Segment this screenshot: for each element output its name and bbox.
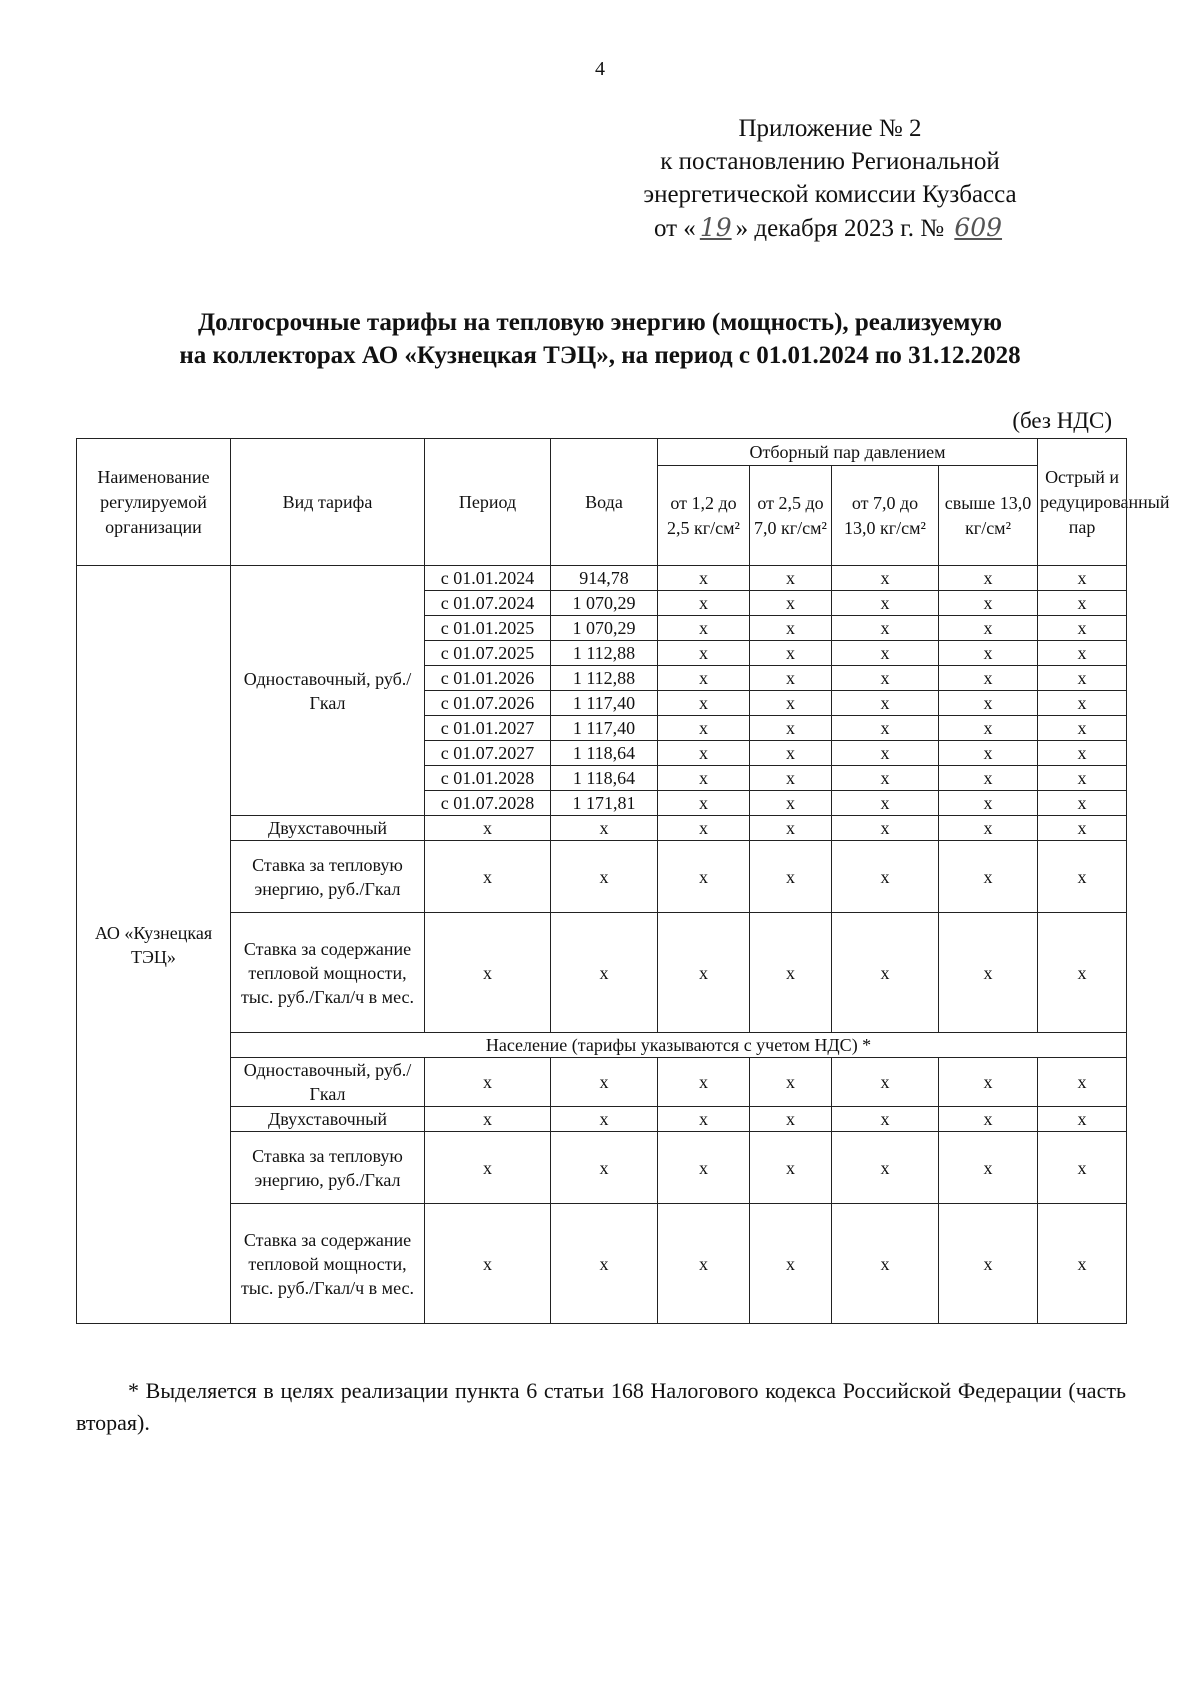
mark-cell: x [750, 1132, 832, 1204]
appendix-block [560, 112, 1100, 245]
mark-cell: x [832, 1204, 939, 1324]
mark-cell: x [939, 1204, 1038, 1324]
mark-cell: x [832, 1107, 939, 1132]
mark-cell: x [551, 1204, 658, 1324]
mark-cell: x [658, 1132, 750, 1204]
mark-cell: x [1038, 816, 1127, 841]
mark-cell: x [425, 1107, 551, 1132]
mark-cell: x [939, 766, 1038, 791]
mark-cell: x [425, 1204, 551, 1324]
mark-cell: x [658, 691, 750, 716]
mark-cell: x [425, 913, 551, 1033]
mark-cell: x [658, 566, 750, 591]
mark-cell: x [1038, 641, 1127, 666]
mark-cell: x [832, 913, 939, 1033]
mark-cell: x [551, 913, 658, 1033]
water-cell: 1 112,88 [551, 641, 658, 666]
mark-cell: x [832, 641, 939, 666]
period-cell: с 01.01.2024 [425, 566, 551, 591]
period-cell: с 01.07.2024 [425, 591, 551, 616]
capacity-rate-cell: Ставка за содержание тепловой мощности, тыс. руб./Гкал/ч в мес. [231, 1204, 425, 1324]
header-pressure-3: от 7,0 до 13,0 кг/см² [832, 466, 939, 566]
mark-cell: x [1038, 1204, 1127, 1324]
appendix-line-2: к постановлению Региональной [660, 148, 1000, 175]
mark-cell: x [750, 641, 832, 666]
period-cell: с 01.01.2025 [425, 616, 551, 641]
mark-cell: x [939, 913, 1038, 1033]
mark-cell: x [551, 1132, 658, 1204]
mark-cell: x [939, 716, 1038, 741]
appendix-line-1: Приложение № 2 [738, 115, 922, 142]
mark-cell: x [658, 616, 750, 641]
water-cell: 1 118,64 [551, 741, 658, 766]
two-rate-cell: Двухставочный [231, 1107, 425, 1132]
two-rate-cell: Двухставочный [231, 816, 425, 841]
mark-cell: x [939, 566, 1038, 591]
mark-cell: x [750, 1058, 832, 1107]
mark-cell: x [832, 741, 939, 766]
document-title [80, 306, 1120, 372]
table-row [77, 1204, 1127, 1324]
water-cell: 1 117,40 [551, 716, 658, 741]
water-cell: 1 070,29 [551, 616, 658, 641]
table-body [77, 566, 1127, 1324]
appendix-date-line [560, 211, 1100, 245]
title-line-2: на коллекторах АО «Кузнецкая ТЭЦ», на период с 01.01.2024 по 31.12.2028 [179, 342, 1021, 369]
mark-cell: x [750, 816, 832, 841]
mark-cell: x [1038, 666, 1127, 691]
mark-cell: x [1038, 1058, 1127, 1107]
mark-cell: x [939, 741, 1038, 766]
mark-cell: x [658, 913, 750, 1033]
header-period: Период [425, 439, 551, 566]
water-cell: 1 112,88 [551, 666, 658, 691]
water-cell: 1 117,40 [551, 691, 658, 716]
mark-cell: x [750, 716, 832, 741]
mark-cell: x [1038, 591, 1127, 616]
water-cell: 914,78 [551, 566, 658, 591]
population-row: Население (тарифы указываются с учетом НДС) * [231, 1033, 1127, 1058]
date-day-handwritten: 19 [699, 213, 732, 242]
mark-cell: x [1038, 616, 1127, 641]
mark-cell: x [658, 1058, 750, 1107]
mark-cell: x [1038, 566, 1127, 591]
mark-cell: x [939, 841, 1038, 913]
header-pressure-1: от 1,2 до 2,5 кг/см² [658, 466, 750, 566]
mark-cell: x [750, 791, 832, 816]
table-row [77, 1107, 1127, 1132]
mark-cell: x [939, 1132, 1038, 1204]
mark-cell: x [750, 616, 832, 641]
header-pressure-2: от 2,5 до 7,0 кг/см² [750, 466, 832, 566]
header-tariff-type: Вид тарифа [231, 439, 425, 566]
mark-cell: x [658, 666, 750, 691]
page-number: 4 [595, 58, 605, 80]
date-prefix: от « [653, 215, 696, 242]
mark-cell: x [750, 1107, 832, 1132]
mark-cell: x [832, 591, 939, 616]
mark-cell: x [750, 691, 832, 716]
mark-cell: x [832, 766, 939, 791]
table-row [77, 913, 1127, 1033]
title-line-1: Долгосрочные тарифы на тепловую энергию (мощность), реализуемую [197, 309, 1003, 336]
mark-cell: x [425, 1058, 551, 1107]
mark-cell: x [832, 666, 939, 691]
mark-cell: x [1038, 841, 1127, 913]
mark-cell: x [1038, 791, 1127, 816]
mark-cell: x [750, 566, 832, 591]
footnote: * Выделяется в целях реализации пункта 6 статьи 168 Налогового кодекса Российской Федерации (часть вторая). [76, 1378, 1126, 1435]
table-row [77, 566, 1127, 591]
capacity-rate-cell: Ставка за содержание тепловой мощности, тыс. руб./Гкал/ч в мес. [231, 913, 425, 1033]
mark-cell: x [832, 1058, 939, 1107]
table-row [77, 841, 1127, 913]
mark-cell: x [939, 641, 1038, 666]
period-cell: с 01.01.2026 [425, 666, 551, 691]
table-row [77, 1132, 1127, 1204]
mark-cell: x [832, 566, 939, 591]
mark-cell: x [1038, 1132, 1127, 1204]
mark-cell: x [832, 716, 939, 741]
mark-cell: x [750, 766, 832, 791]
mark-cell: x [425, 1132, 551, 1204]
population-single-rate-cell: Одноставочный, руб./Гкал [231, 1058, 425, 1107]
mark-cell: x [939, 666, 1038, 691]
mark-cell: x [750, 1204, 832, 1324]
appendix-line-3: энергетической комиссии Кузбасса [643, 181, 1017, 208]
period-cell: с 01.07.2027 [425, 741, 551, 766]
energy-rate-cell: Ставка за тепловую энергию, руб./Гкал [231, 1132, 425, 1204]
mark-cell: x [939, 691, 1038, 716]
mark-cell: x [939, 1058, 1038, 1107]
mark-cell: x [832, 1132, 939, 1204]
header-pressure-4: свыше 13,0 кг/см² [939, 466, 1038, 566]
mark-cell: x [658, 591, 750, 616]
mark-cell: x [1038, 716, 1127, 741]
date-suffix: » декабря 2023 г. № [735, 215, 945, 242]
mark-cell: x [1038, 691, 1127, 716]
mark-cell: x [750, 591, 832, 616]
mark-cell: x [425, 841, 551, 913]
water-cell: 1 070,29 [551, 591, 658, 616]
table-row [77, 1058, 1127, 1107]
mark-cell: x [832, 616, 939, 641]
order-number-handwritten: 609 [954, 213, 1003, 242]
mark-cell: x [1038, 1107, 1127, 1132]
header-org: Наименование регулируемой организации [77, 439, 231, 566]
table-row [77, 816, 1127, 841]
header-sharp-steam: Острый и редуцированный пар [1038, 439, 1127, 566]
mark-cell: x [658, 741, 750, 766]
mark-cell: x [832, 791, 939, 816]
mark-cell: x [658, 766, 750, 791]
period-cell: с 01.07.2028 [425, 791, 551, 816]
mark-cell: x [658, 641, 750, 666]
period-cell: с 01.01.2028 [425, 766, 551, 791]
table-row [77, 1033, 1127, 1058]
mark-cell: x [1038, 913, 1127, 1033]
period-cell: с 01.01.2027 [425, 716, 551, 741]
no-vat-note: (без НДС) [1012, 408, 1112, 433]
mark-cell: x [551, 1107, 658, 1132]
header-extraction-steam: Отборный пар давлением [658, 439, 1038, 466]
mark-cell: x [1038, 766, 1127, 791]
org-name-cell: АО «Кузнецкая ТЭЦ» [77, 566, 231, 1324]
mark-cell: x [658, 841, 750, 913]
mark-cell: x [658, 1204, 750, 1324]
mark-cell: x [939, 616, 1038, 641]
mark-cell: x [551, 1058, 658, 1107]
mark-cell: x [551, 841, 658, 913]
mark-cell: x [750, 666, 832, 691]
water-cell: 1 171,81 [551, 791, 658, 816]
period-cell: с 01.07.2025 [425, 641, 551, 666]
mark-cell: x [658, 816, 750, 841]
mark-cell: x [832, 691, 939, 716]
mark-cell: x [750, 841, 832, 913]
mark-cell: x [750, 913, 832, 1033]
mark-cell: x [658, 1107, 750, 1132]
period-cell: с 01.07.2026 [425, 691, 551, 716]
header-water: Вода [551, 439, 658, 566]
tariff-table [76, 438, 1170, 1324]
single-rate-cell: Одноставочный, руб./Гкал [231, 566, 425, 816]
mark-cell: x [551, 816, 658, 841]
energy-rate-cell: Ставка за тепловую энергию, руб./Гкал [231, 841, 425, 913]
mark-cell: x [1038, 741, 1127, 766]
mark-cell: x [939, 816, 1038, 841]
mark-cell: x [750, 741, 832, 766]
mark-cell: x [658, 716, 750, 741]
mark-cell: x [832, 841, 939, 913]
mark-cell: x [658, 791, 750, 816]
mark-cell: x [832, 816, 939, 841]
mark-cell: x [939, 1107, 1038, 1132]
mark-cell: x [939, 791, 1038, 816]
mark-cell: x [939, 591, 1038, 616]
water-cell: 1 118,64 [551, 766, 658, 791]
mark-cell: x [425, 816, 551, 841]
